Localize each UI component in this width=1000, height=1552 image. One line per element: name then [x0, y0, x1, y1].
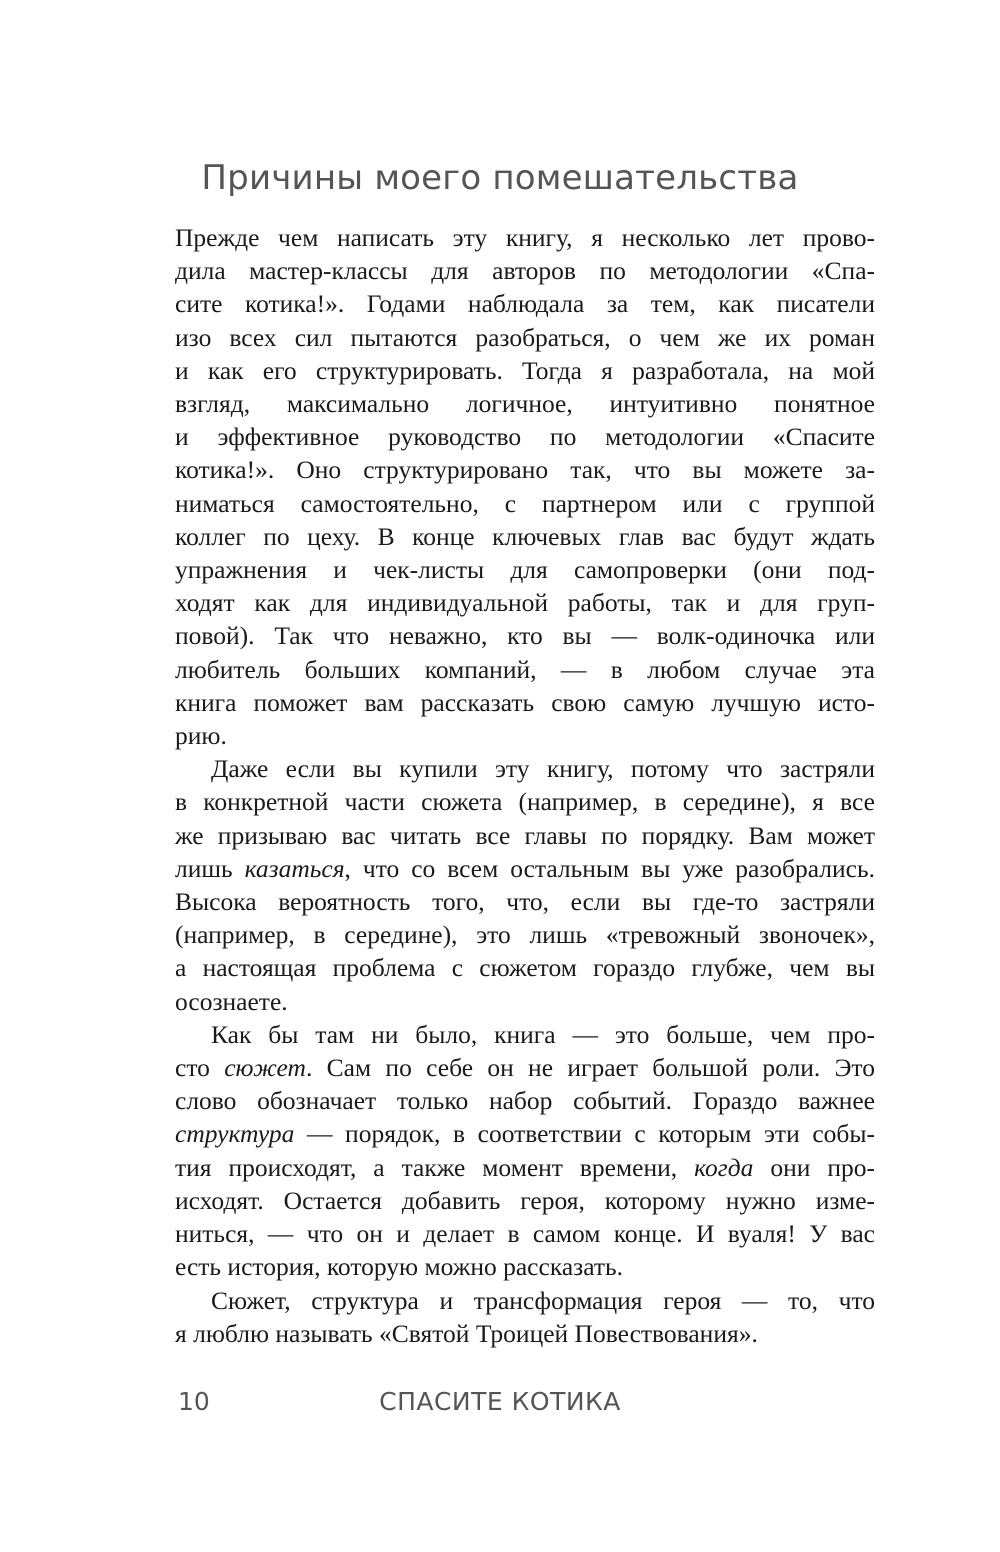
text-line: же призываю вас читать все главы по порядку. Вам может — [175, 820, 875, 850]
text-line: Как бы там ни было, книга — это больше, чем про- — [211, 1019, 875, 1049]
text-line — [175, 1151, 875, 1184]
text-line — [175, 1051, 875, 1084]
text-line: и эффективное руководство по методологии «Спасите — [175, 422, 875, 452]
running-title: СПАСИТЕ КОТИКА — [379, 1387, 621, 1416]
section-title: Причины моего помешательства — [201, 158, 799, 198]
text-line: (например, в середине), это лишь «тревожный звоночек», — [175, 920, 875, 950]
text-line: есть история, которую можно рассказать. — [175, 1252, 624, 1282]
text-line: изо всех сил пытаются разобраться, о чем же их роман — [175, 322, 875, 352]
text-line: сите котика!». Годами наблюдала за тем, как писатели — [175, 289, 875, 319]
paragraph-1 — [175, 221, 875, 752]
text-line: книга поможет вам рассказать свою самую лучшую исто- — [175, 687, 875, 717]
text-line: упражнения и чек-листы для самопроверки (они под- — [175, 555, 875, 585]
text-fragment: тия происходят, а также момент времени, — [175, 1152, 695, 1182]
italic-word: структура — [175, 1119, 295, 1149]
paragraph-2 — [175, 752, 875, 1018]
text-line — [175, 852, 875, 885]
text-fragment: , что со всем остальным вы уже разобрались. — [344, 853, 875, 883]
text-fragment: лишь — [175, 853, 245, 883]
italic-word: казаться — [244, 853, 345, 883]
text-line: ходят как для индивидуальной работы, так и для груп- — [175, 588, 875, 618]
body-text — [175, 221, 875, 1350]
text-line: коллег по цеху. В конце ключевых глав вас будут ждать — [175, 521, 875, 551]
text-line: и как его структурировать. Тогда я разработала, на мой — [175, 355, 875, 385]
text-line: я люблю называть «Святой Троицей Повествования». — [175, 1318, 758, 1348]
text-line: осознаете. — [175, 986, 288, 1016]
page-number: 10 — [178, 1387, 210, 1416]
text-line: слово обозначает только набор событий. Гораздо важнее — [175, 1086, 875, 1116]
paragraph-4 — [175, 1284, 875, 1350]
text-fragment: — порядок, в соответствии с которым эти собы- — [294, 1119, 875, 1149]
text-fragment: . Сам по себе он не играет большой роли. Это — [305, 1053, 875, 1083]
text-line: Сюжет, структура и трансформация героя — то, что — [211, 1285, 875, 1315]
text-line — [175, 1117, 875, 1150]
text-line: рию. — [175, 721, 227, 751]
text-line: дила мастер-классы для авторов по методологии «Спа- — [175, 256, 875, 286]
text-line: любитель больших компаний, — в любом случае эта — [175, 654, 875, 684]
text-fragment: сто — [175, 1053, 225, 1083]
text-line: Прежде чем написать эту книгу, я несколько лет прово- — [175, 223, 875, 252]
italic-word: когда — [694, 1152, 754, 1182]
text-line: а настоящая проблема с сюжетом гораздо глубже, чем вы — [175, 953, 875, 983]
text-fragment: они про- — [753, 1152, 875, 1182]
text-line: ниться, — что он и делает в самом конце. И вуаля! У вас — [175, 1219, 875, 1249]
text-line: повой). Так что неважно, кто вы — волк-одиночка или — [175, 621, 875, 651]
text-line: в конкретной части сюжета (например, в середине), я все — [175, 787, 875, 817]
text-line: исходят. Остается добавить героя, которому нужно изме- — [175, 1185, 875, 1215]
text-line: Даже если вы купили эту книгу, потому что застряли — [211, 754, 875, 784]
text-line: взгляд, максимально логичное, интуитивно понятное — [175, 389, 875, 419]
italic-word: сюжет — [224, 1053, 306, 1083]
paragraph-3 — [175, 1018, 875, 1284]
text-line: Высока вероятность того, что, если вы где-то застряли — [175, 887, 875, 917]
text-line: котика!». Оно структурировано так, что вы можете за- — [175, 455, 875, 485]
text-line: ниматься самостоятельно, с партнером или с группой — [175, 488, 875, 518]
